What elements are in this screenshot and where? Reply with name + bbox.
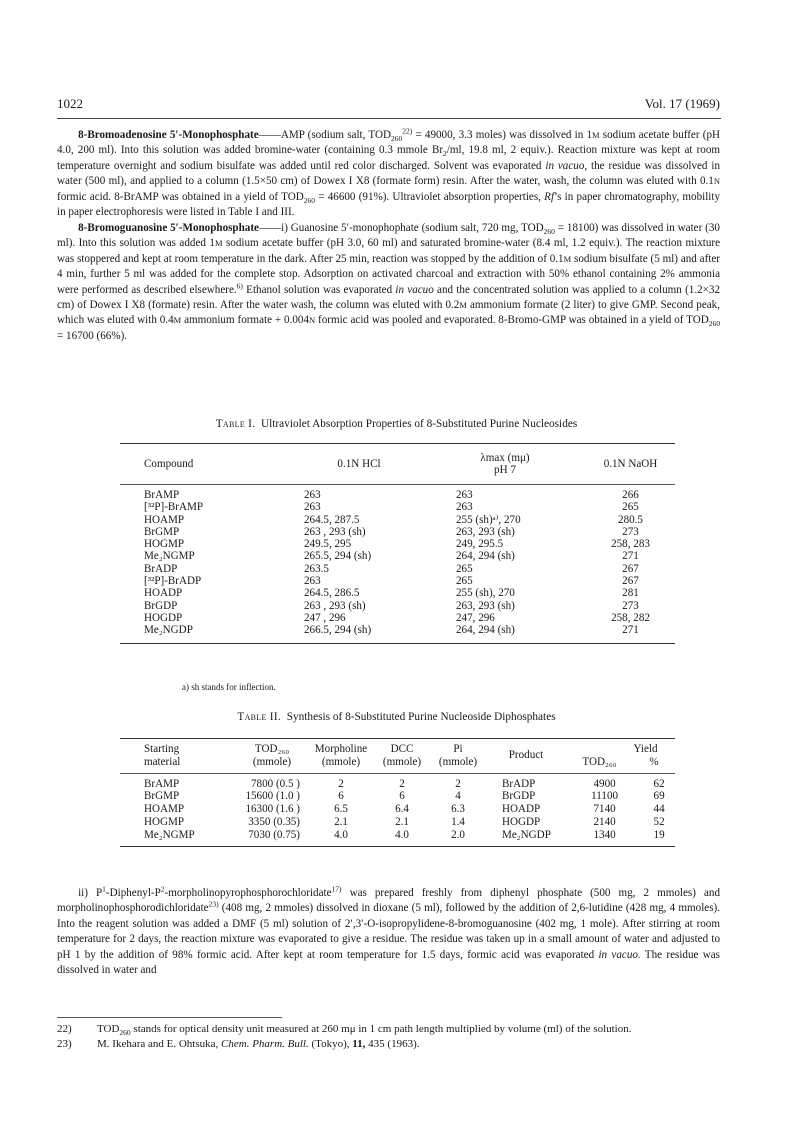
table-cell: 265: [456, 575, 473, 588]
table-row: [120, 773, 675, 790]
table-cell: 4: [455, 790, 461, 803]
table-cell: 247, 296: [456, 611, 495, 624]
table-cell: 249, 295.5: [456, 538, 504, 551]
table-cell: 266: [622, 489, 639, 501]
table-row: [120, 485, 675, 502]
table-cell: 2.1: [395, 815, 409, 828]
table-cell: 264, 294 (sh): [456, 624, 515, 637]
table-cell: 273: [622, 599, 639, 612]
col-header-hcl: 0.1N HCl: [337, 457, 381, 470]
table-cell: 264, 294 (sh): [456, 550, 515, 563]
table1-title: Ultraviolet Absorption Properties of 8-Substituted Purine Nucleosides: [260, 418, 578, 430]
table-cell: 263.5: [304, 562, 329, 575]
table-row: [120, 587, 675, 599]
table-cell: 1340: [593, 828, 616, 841]
table-row: [120, 829, 675, 846]
col-header-starting-material: Starting material: [144, 743, 181, 768]
table-cell: HOGDP: [144, 611, 183, 624]
table-cell: Me₂NGDP: [144, 624, 193, 637]
footnotes: [57, 1022, 720, 1051]
table-cell: 263: [456, 501, 473, 514]
table-row: [120, 790, 675, 803]
table-cell: 1.4: [451, 815, 465, 828]
col-header-ph7: λmax (mμ) pH 7: [480, 451, 530, 476]
table-row: [120, 803, 675, 816]
table-cell: HOAMP: [144, 513, 185, 526]
table-cell: HOGMP: [144, 538, 185, 551]
table2-title: Synthesis of 8-Substituted Purine Nucleoside Diphosphates: [286, 711, 556, 723]
table-cell: 249.5, 295: [304, 538, 352, 551]
section-heading: 8-Bromoguanosine 5′-Monophosphate: [78, 221, 259, 234]
volume-label: Vol. 17 (1969): [644, 96, 720, 111]
table-cell: 265: [622, 501, 639, 514]
table-cell: 267: [622, 562, 639, 575]
footnote-22: 22) $TOD_{260}$ stands for optical density unit measured at 260 mμ in 1 cm path length multiplied by volume (ml) of the solution.: [57, 1023, 632, 1038]
table-cell: BrGDP: [144, 599, 178, 612]
table-cell: 271: [622, 550, 639, 563]
table-cell: 271: [622, 624, 639, 637]
table-cell: Me₂NGMP: [144, 828, 195, 841]
table-row: [120, 501, 675, 513]
table-cell: 62: [653, 777, 665, 790]
table-cell: 263 , 293 (sh): [304, 525, 366, 538]
paragraph-bromoadenosine: 8-Bromoadenosine 5′-Monophosphate——AMP (sodium salt, $TOD_{260}^{22)} = 49000$, 3.3 moles) was dissolved in 1M sodium acetate buffer (pH 4.0, 200 ml). Into this solution was added bromine-water (containing 0.3 mmole $Br_2/ml$, 19.8 ml, 2 equiv.). Reaction mixture was kept at room temperature overnight and sodium bisulfate was added until red color discharged. Solvent was evaporated in vacuo, the residue was dissolved in water (500 ml), and applied to a column (1.5×50 cm) of Dowex I X8 (formate form) resin. After the water, wash, the column was eluted with 0.1N formic acid. 8-BrAMP was obtained in a yield of $TOD_{260} = 46600$ (91%). Ultraviolet absorption properties, Rf’s in paper chromatography, mobility in paper electrophoresis were listed in Table I and III.: [57, 126, 721, 219]
col-header-morpholine: Morpholine (mmole): [314, 743, 368, 768]
table-row: [120, 624, 675, 643]
table-cell: Me₂NGMP: [144, 550, 195, 563]
table-cell: 69: [653, 790, 665, 803]
table1-footnote: a) sh stands for inflection.: [182, 682, 276, 692]
col-header-yield: Yield TOD₂₆₀ %: [582, 743, 659, 768]
table-cell: 15600 (1.0 ): [245, 790, 300, 803]
table-row: [120, 526, 675, 538]
table1-caption: [0, 418, 793, 430]
table-cell: 2.1: [334, 815, 348, 828]
table-cell: 247 , 296: [304, 611, 346, 624]
table-row: [120, 514, 675, 526]
table-cell: 2140: [593, 815, 616, 828]
col-header-pi: Pi (mmole): [438, 743, 478, 768]
body-bottom: [57, 886, 720, 979]
col-header-compound: Compound: [144, 457, 194, 470]
col-header-product: Product: [508, 749, 544, 762]
col-header-naoh: 0.1N NaOH: [603, 457, 658, 470]
table-cell: 264.5, 286.5: [304, 587, 360, 600]
table-cell: 6.4: [395, 803, 409, 816]
table-cell: 6: [399, 790, 405, 803]
table-cell: 280.5: [618, 513, 643, 526]
table-cell: BrADP: [144, 562, 178, 575]
table-cell: 258, 283: [611, 538, 650, 551]
paragraph-bromoguanosine: 8-Bromoguanosine 5′-Monophosphate——i) Guanosine 5′-monophophate (sodium salt, 720 mg, $TOD_{260} = 18100$) was dissolved in water (30 ml). Into this solution was added 1M sodium acetate buffer (pH 3.0, 60 ml) and saturated bromine-water (8.4 ml, 1.2 equiv.). The reaction mixture was stoppered and kept at room temperature in the dark. After 25 min, reaction was stopped by the addition of 0.1M sodium bisulfate (5 ml) and after 4 min, further 5 ml was added for the complete stop. Adsorption on activated charcoal and extraction with 50% ethanol containing 2% ammonia were performed as described elsewhere.$^{6)}$ Ethanol solution was evaporated in vacuo and the concentrated solution was applied to a column (1.2×32 cm) of Dowex I X8 (formate) resin. After the water wash, the column was eluted with 0.2M ammonium formate (2 liter) to give GMP. Second peak, which was eluted with 0.4M ammonium formate + 0.004N formic acid was pooled and evaporated. 8-Bromo-GMP was obtained in a yield of $TOD_{260} = 16700$ (66%).: [57, 221, 721, 342]
footnote-23: 23) M. Ikehara and E. Ohtsuka, Chem. Pharm. Bull. (Tokyo), 11, 435 (1963).: [57, 1037, 420, 1050]
table-cell: 19: [653, 828, 665, 841]
table-cell: 2: [455, 777, 461, 790]
table-cell: 2: [338, 777, 344, 790]
paragraph-synthesis-ii: ii) $P^1-Diphenyl-P^2-morpholinopyrophosphorochloridate^{17)}$ was prepared freshly from diphenyl phosphate (500 mg, 2 mmoles) and morpholinophosphorodichloridate$^{23)}$ (408 mg, 2 mmoles) dissolved in dioxane (5 ml), followed by the addition of 2,6-lutidine (428 mg, 4 mmoles). Into the reagent solution was added a DMF (5 ml) solution of 2′,3′-O-isopropylidene-8-bromoguanosine (402 mg, 1 mole). After stirring at room temperature for 2 days, the reaction mixture was evaporated to give a residue. The residue was taken up in a small amount of water and adjusted to pH 1 by the addition of 98% formic acid. After kept at room temperature for 1.5 days, formic acid was evaporated in vacuo. The residue was dissolved in water and: [57, 884, 720, 977]
table-cell: 263, 293 (sh): [456, 525, 515, 538]
table-cell: 263: [304, 501, 321, 514]
table-cell: 281: [622, 587, 639, 600]
table-cell: 4.0: [395, 828, 409, 841]
table-cell: 16300 (1.6 ): [245, 803, 300, 816]
table-cell: 7030 (0.75): [248, 828, 300, 841]
footnote-rule: [57, 1017, 282, 1018]
table-cell: 265.5, 294 (sh): [304, 550, 372, 563]
table-cell: BrAMP: [144, 777, 180, 790]
table-cell: 2: [399, 777, 405, 790]
table-row: [120, 550, 675, 562]
table-row: [120, 563, 675, 575]
table-cell: 52: [653, 815, 665, 828]
table-cell: HOAMP: [144, 803, 185, 816]
table-cell: 255 (sh)ᵃ⁾, 270: [456, 513, 521, 526]
table-cell: [³²P]-BrADP: [144, 575, 202, 588]
body-top: [57, 128, 720, 344]
table-cell: 4900: [593, 777, 616, 790]
table-cell: 255 (sh), 270: [456, 587, 515, 600]
table-cell: 263, 293 (sh): [456, 599, 515, 612]
table-cell: 7140: [593, 803, 616, 816]
table-cell: 3350 (0.35): [248, 815, 300, 828]
col-header-dcc: DCC (mmole): [382, 743, 422, 768]
table-cell: 263: [456, 489, 473, 501]
table-cell: BrADP: [502, 777, 536, 790]
table-cell: 6.5: [334, 803, 348, 816]
table-cell: HOADP: [144, 587, 183, 600]
header-rule: [57, 118, 721, 119]
table-cell: BrAMP: [144, 489, 180, 501]
table-cell: 263: [304, 575, 321, 588]
table-cell: 258, 282: [611, 611, 650, 624]
table-cell: 263: [304, 489, 321, 501]
table2-label: Table II.: [237, 711, 282, 723]
table-cell: HOGDP: [502, 815, 541, 828]
table-row: [120, 600, 675, 612]
table-row: [120, 612, 675, 624]
page-number: 1022: [57, 96, 83, 111]
table-cell: 11100: [591, 790, 619, 803]
table-cell: 265: [456, 562, 473, 575]
table-cell: 263 , 293 (sh): [304, 599, 366, 612]
col-header-tod: TOD₂₆₀ (mmole): [252, 743, 292, 768]
table-cell: Me₂NGDP: [502, 828, 551, 841]
table-uv-absorption: [120, 443, 675, 644]
table-cell: BrGMP: [144, 525, 180, 538]
table-row: [120, 538, 675, 550]
section-heading: 8-Bromoadenosine 5′-Monophosphate: [78, 129, 259, 141]
table1-label: Table I.: [215, 418, 256, 430]
table-cell: BrGDP: [502, 790, 536, 803]
table-cell: 4.0: [334, 828, 348, 841]
table-cell: 266.5, 294 (sh): [304, 624, 372, 637]
table-cell: HOGMP: [144, 815, 185, 828]
table-cell: 2.0: [451, 828, 465, 841]
table-synthesis: [120, 738, 675, 847]
table-cell: 44: [653, 803, 665, 816]
table-cell: HOADP: [502, 803, 541, 816]
table-cell: 6: [338, 790, 344, 803]
table-row: [120, 816, 675, 829]
table-cell: 264.5, 287.5: [304, 513, 360, 526]
table-cell: [³²P]-BrAMP: [144, 501, 204, 514]
table2-caption: [0, 711, 793, 723]
table-cell: 6.3: [451, 803, 465, 816]
table-row: [120, 575, 675, 587]
table-cell: 7800 (0.5 ): [251, 777, 300, 790]
table-cell: 267: [622, 575, 639, 588]
table-cell: BrGMP: [144, 790, 180, 803]
table-cell: 273: [622, 525, 639, 538]
